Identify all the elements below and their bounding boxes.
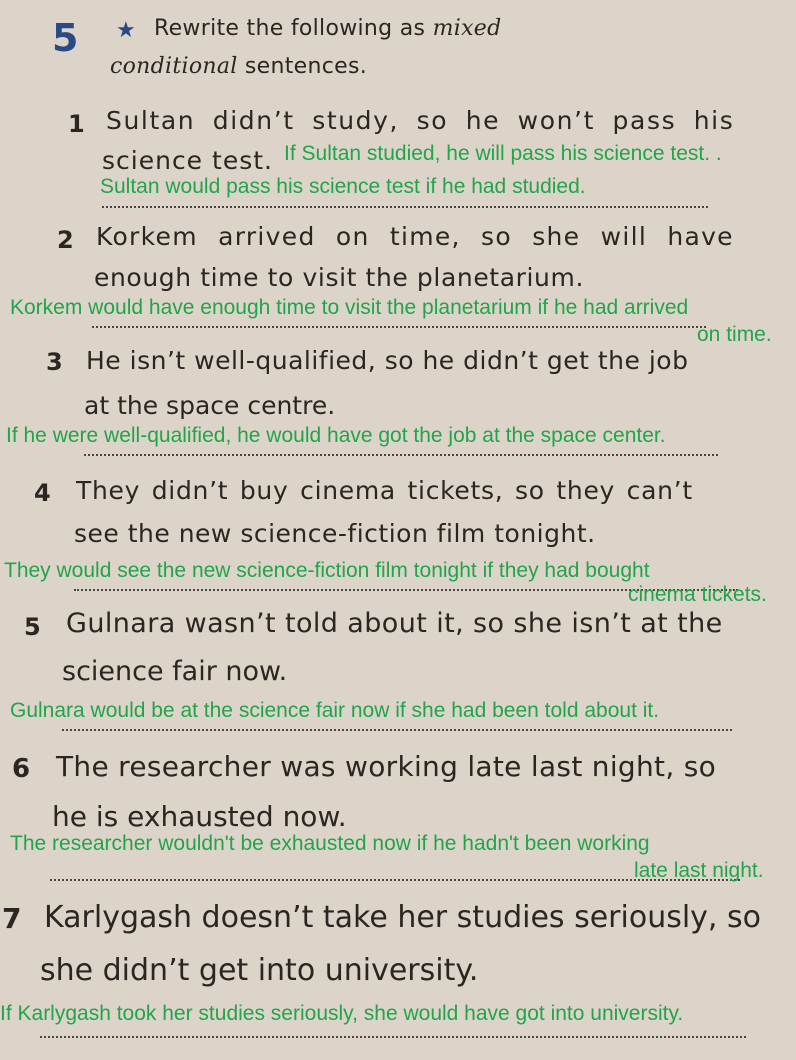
answer-text: cinema tickets. xyxy=(628,583,767,606)
instruction-line-2 xyxy=(110,54,367,79)
answer-text: Gulnara would be at the science fair now if she had been told about it. xyxy=(10,699,660,722)
instruction-text-2: sentences. xyxy=(237,54,368,79)
answer-line xyxy=(62,729,732,731)
instruction-text: Rewrite the following as xyxy=(154,16,433,41)
item-number: 6 xyxy=(12,754,31,784)
item-text-line: The researcher was working late last night, so xyxy=(56,750,717,783)
item-text-line: Gulnara wasn’t told about it, so she isn’t at the xyxy=(66,608,723,639)
item-text-line: Karlygash doesn’t take her studies seriously, so xyxy=(44,900,761,935)
answer-text: If he were well-qualified, he would have got the job at the space center. xyxy=(6,424,666,447)
item-text-line: Sultan didn’t study, so he won’t pass his xyxy=(106,106,735,135)
answer-text: If Karlygash took her studies seriously, she would have got into university. xyxy=(0,1002,684,1025)
answer-text: late last night. xyxy=(634,859,764,882)
item-number: 4 xyxy=(34,479,51,507)
instruction-emphasis-2: conditional xyxy=(110,54,238,79)
answer-text: Sultan would pass his science test if he had studied. xyxy=(100,175,586,198)
item-text-line: Korkem arrived on time, so she will have xyxy=(96,222,734,251)
item-text-line: They didn’t buy cinema tickets, so they can’t xyxy=(76,476,693,505)
answer-text: If Sultan studied, he will pass his science test. . xyxy=(284,142,722,165)
exercise-number: 5 xyxy=(52,16,79,60)
instruction-emphasis: mixed xyxy=(432,16,502,41)
item-text-line: she didn’t get into university. xyxy=(40,953,479,988)
item-text-line: science test. xyxy=(102,146,273,175)
answer-line xyxy=(92,326,706,328)
item-number: 1 xyxy=(68,110,85,138)
item-text-line: science fair now. xyxy=(62,656,288,687)
answer-line xyxy=(102,206,708,208)
item-number: 2 xyxy=(57,226,74,254)
item-text-line: at the space centre. xyxy=(84,391,336,420)
item-text-line: he is exhausted now. xyxy=(52,800,347,833)
answer-text: on time. xyxy=(697,323,772,346)
instruction-line-1 xyxy=(154,16,502,41)
item-text-line: see the new science-fiction film tonight. xyxy=(74,519,596,548)
item-number: 5 xyxy=(24,613,41,641)
answer-text: The researcher wouldn't be exhausted now if he hadn't been working xyxy=(10,832,650,855)
item-text-line: enough time to visit the planetarium. xyxy=(94,263,584,292)
item-number: 7 xyxy=(2,902,22,935)
answer-text: They would see the new science-fiction film tonight if they had bought xyxy=(4,559,650,582)
answer-line xyxy=(40,1036,746,1038)
star-icon: ★ xyxy=(116,18,136,43)
answer-line xyxy=(84,454,718,456)
item-text-line: He isn’t well-qualified, so he didn’t get the job xyxy=(86,346,689,375)
answer-text: Korkem would have enough time to visit the planetarium if he had arrived xyxy=(10,296,689,319)
item-number: 3 xyxy=(46,348,63,376)
